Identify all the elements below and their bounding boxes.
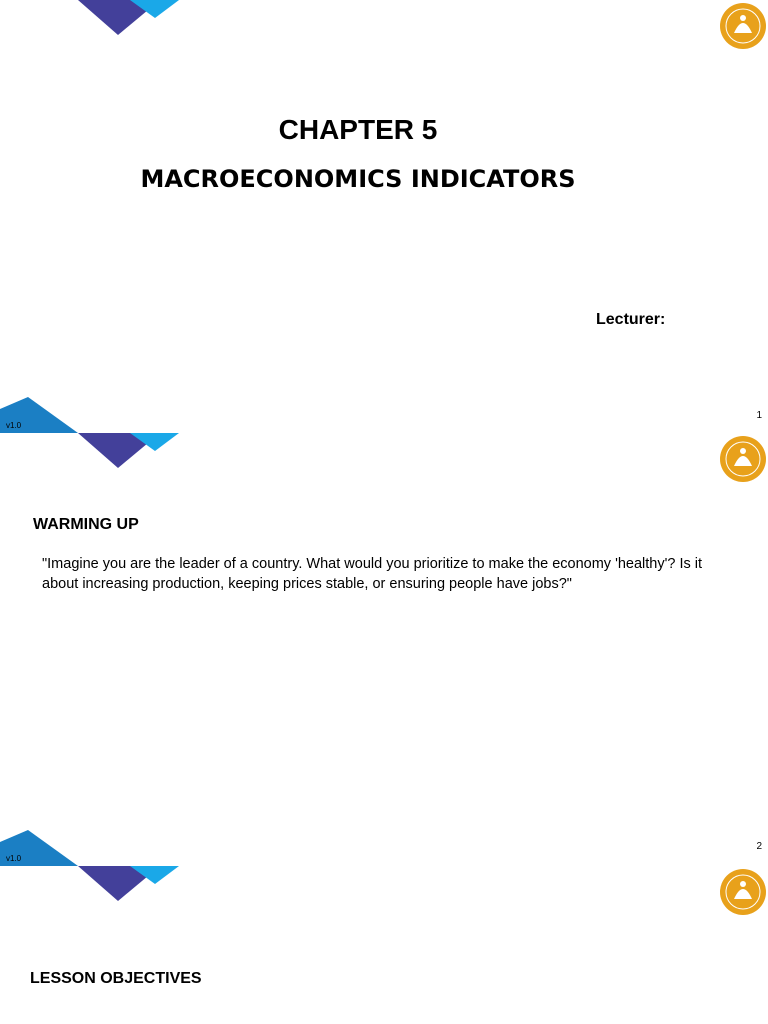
slide-2 — [0, 433, 768, 866]
version-label: v1.0 — [6, 854, 22, 863]
warming-up-question: "Imagine you are the leader of a country. What would you prioritize to make the economy 'healthy'? Is it about increasing production, keeping prices stable, or ensuring people have jobs?" — [42, 556, 703, 592]
lecturer-label: Lecturer: — [596, 311, 666, 328]
page-number: 1 — [756, 410, 762, 421]
corner-decoration — [0, 0, 200, 40]
page-number: 2 — [756, 841, 762, 852]
slide-3 — [0, 866, 768, 1024]
chapter-title: CHAPTER 5 — [278, 114, 438, 145]
academy-seal-icon — [720, 869, 766, 915]
chapter-subtitle: MACROECONOMICS INDICATORS — [140, 165, 576, 193]
version-label: v1.0 — [6, 421, 22, 430]
academy-seal-icon — [720, 436, 766, 482]
section-heading: LESSON OBJECTIVES — [30, 970, 202, 987]
section-heading: WARMING UP — [33, 516, 139, 533]
slide-1 — [0, 0, 768, 433]
corner-decoration — [0, 866, 200, 906]
academy-seal-icon — [720, 3, 766, 49]
corner-decoration — [0, 433, 200, 473]
